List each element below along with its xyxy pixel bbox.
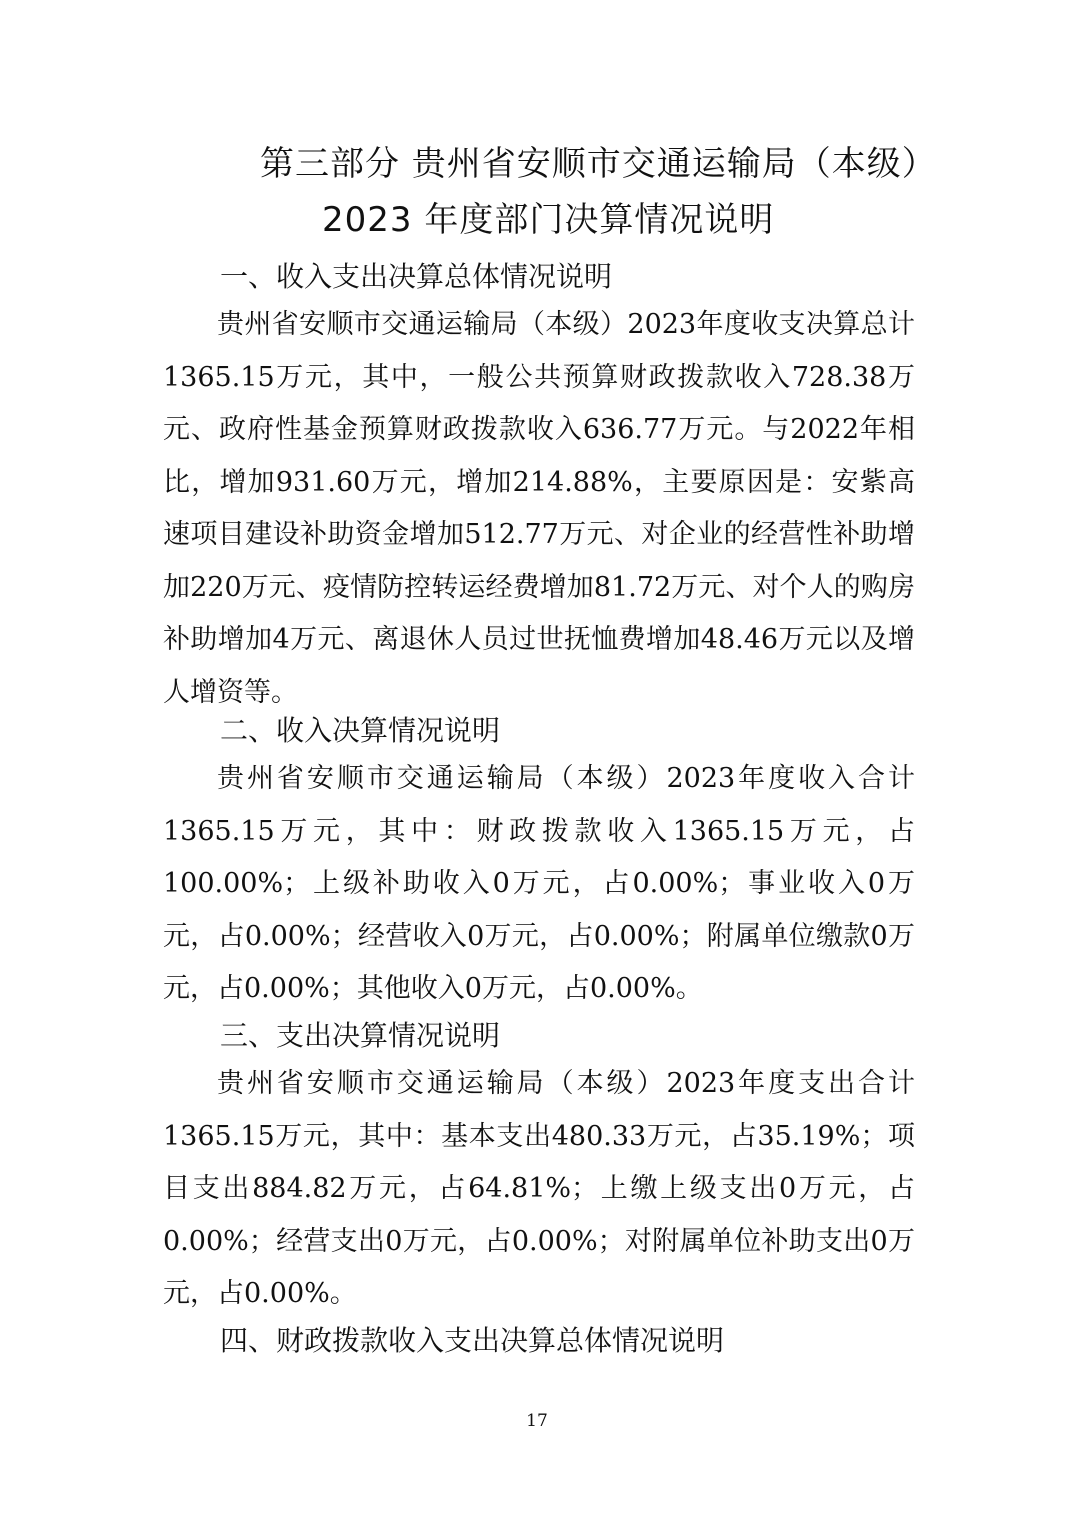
section-body-1: 贵州省安顺市交通运输局（本级）2023年度收支决算总计1365.15万元，其中，一般公共预算财政拨款收入728.38万元、政府性基金预算财政拨款收入636.77万元。与2022年相比，增加931.60万元，增加214.88%，主要原因是：安紫高速项目建设补助资金增加512.77万元、对企业的经营性补助增加220万元、疫情防控转运经费增加81.72万元、对个人的购房补助增加4万元、离退休人员过世抚恤费增加48.46万元以及增人增资等。 [163, 309, 915, 708]
section-heading-1: 一、收入支出决算总体情况说明 [220, 260, 613, 293]
section-body-2: 贵州省安顺市交通运输局（本级）2023年度收入合计1365.15万元，其中：财政拨款收入1365.15万元，占100.00%；上级补助收入0万元，占0.00%；事业收入0万元，占0.00%；经营收入0万元，占0.00%；附属单位缴款0万元，占0.00%；其他收入0万元，占0.00%。 [163, 763, 915, 1004]
document-title-line1: 第三部分 贵州省安顺市交通运输局（本级） [260, 144, 937, 184]
section-heading-4: 四、财政拨款收入支出决算总体情况说明 [220, 1324, 725, 1357]
page-number: 17 [526, 1411, 548, 1431]
section-heading-2: 二、收入决算情况说明 [220, 714, 501, 747]
section-heading-3: 三、支出决算情况说明 [220, 1019, 501, 1052]
document-title-line2: 2023 年度部门决算情况说明 [322, 200, 775, 240]
section-body-3: 贵州省安顺市交通运输局（本级）2023年度支出合计1365.15万元，其中：基本支出480.33万元，占35.19%；项目支出884.82万元，占64.81%；上缴上级支出0万元，占0.00%；经营支出0万元，占0.00%；对附属单位补助支出0万元，占0.00%。 [163, 1068, 915, 1309]
